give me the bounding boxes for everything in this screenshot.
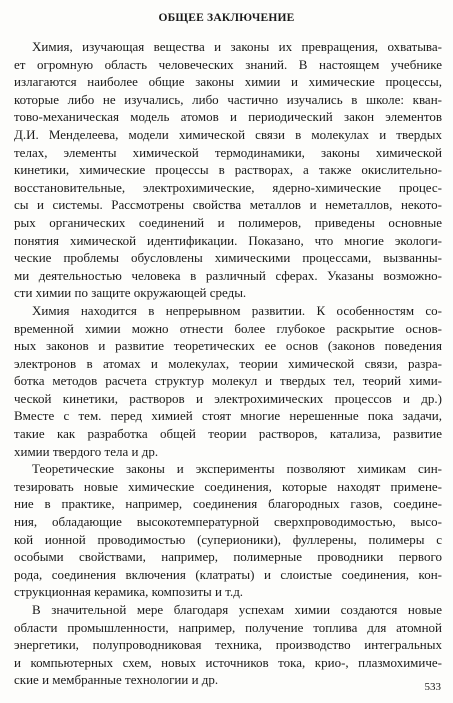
- text-line: понятия химической идентификации. Показано, что многие экологи-: [14, 232, 442, 248]
- text-line: тово-механическая модель атомов и периодический закон элементов: [14, 109, 442, 125]
- paragraph: [14, 601, 442, 689]
- text-line: рода, соединения включения (клатраты) и слоистые соединения, кон-: [14, 566, 442, 582]
- paragraph: [14, 38, 442, 302]
- page-number: 533: [424, 681, 441, 693]
- text-line: которые либо не изучались, либо частично изучались в школе: кван-: [14, 91, 442, 107]
- text-line: ние в практике, например, соединения благородных газов, соедине-: [14, 496, 442, 512]
- text-line: излагаются наиболее общие законы химии и химические процессы,: [14, 74, 442, 90]
- text-line: струкционная керамика, композиты и т.д.: [14, 584, 244, 600]
- text-line: ческие проблемы обусловлены химическими процессами, вызванны-: [14, 250, 442, 266]
- text-line: ет огромную область человеческих знаний. В настоящем учебнике: [14, 56, 442, 72]
- text-line: электронов в атомах и молекулах, теории химической связи, разра-: [14, 355, 442, 371]
- text-line: сти химии по защите окружающей среды.: [14, 285, 247, 301]
- text-line: ские и мембранные технологии и др.: [14, 672, 219, 688]
- text-line: ния, обладающие высокотемпературной сверхпроводимостью, высо-: [14, 514, 442, 530]
- text-line: Теоретические законы и эксперименты позволяют химикам син-: [32, 461, 442, 477]
- text-line: Химия, изучающая вещества и законы их превращения, охватыва-: [32, 39, 442, 54]
- text-line: и компьютерных схем, новых источников тока, крио-, плазмохимиче-: [14, 654, 442, 670]
- text-line: восстановительные, электрохимические, ядерно-химические процес-: [14, 179, 442, 195]
- text-line: Вместе с тем. перед химией стоят многие нерешенные пока задачи,: [14, 408, 442, 424]
- text-line: такие как разработка общей теории растворов, катализа, развитие: [14, 426, 442, 442]
- text-line: Д.И. Менделеева, модели химической связи в молекулах и твердых: [14, 126, 442, 142]
- text-line: рых органических соединений и полимеров, приведены основные: [14, 214, 442, 230]
- text-line: ми деятельностью человека в различный сферах. Указаны возможно-: [14, 267, 442, 283]
- text-line: особыми свойствами, например, полимерные проводники первого: [14, 549, 442, 565]
- text-line: временной химии можно отнести более глубокое раскрытие основ-: [14, 320, 442, 336]
- text-line: Химия находится в непрерывном развитии. К особенностям со-: [32, 302, 442, 318]
- text-line: области промышленности, например, получение топлива для атомной: [14, 619, 442, 635]
- text-line: тезировать новые химические соединения, которые находят примене-: [14, 478, 442, 494]
- paragraph: [14, 302, 442, 460]
- text-line: кинетики, химические процессы в растворах, а также окислительно-: [14, 162, 442, 178]
- paragraph: [14, 460, 442, 601]
- text-line: химии твердого тела и др.: [14, 443, 159, 459]
- text-line: ботка методов расчета структур молекул и твердых тел, теорий хими-: [14, 373, 442, 389]
- page-title: ОБЩЕЕ ЗАКЛЮЧЕНИЕ: [158, 12, 295, 24]
- text-line: ческой кинетики, растворов и электрохимических процессов и др.): [14, 390, 442, 406]
- text-line: телах, элементы химической термодинамики, законы химической: [14, 144, 442, 160]
- page-body: [14, 38, 442, 689]
- text-line: кой ионной проводимостью (суперионики), фуллерены, полимеры с: [14, 531, 442, 547]
- text-line: энергетики, полупроводниковая техника, производство интегральных: [14, 637, 442, 653]
- text-line: ных законов и развитие теоретических ее основ (законов поведения: [14, 338, 442, 354]
- text-line: В значительной мере благодаря успехам химии создаются новые: [32, 602, 442, 617]
- text-line: сы и системы. Рассмотрены свойства металлов и неметаллов, некото-: [14, 197, 442, 213]
